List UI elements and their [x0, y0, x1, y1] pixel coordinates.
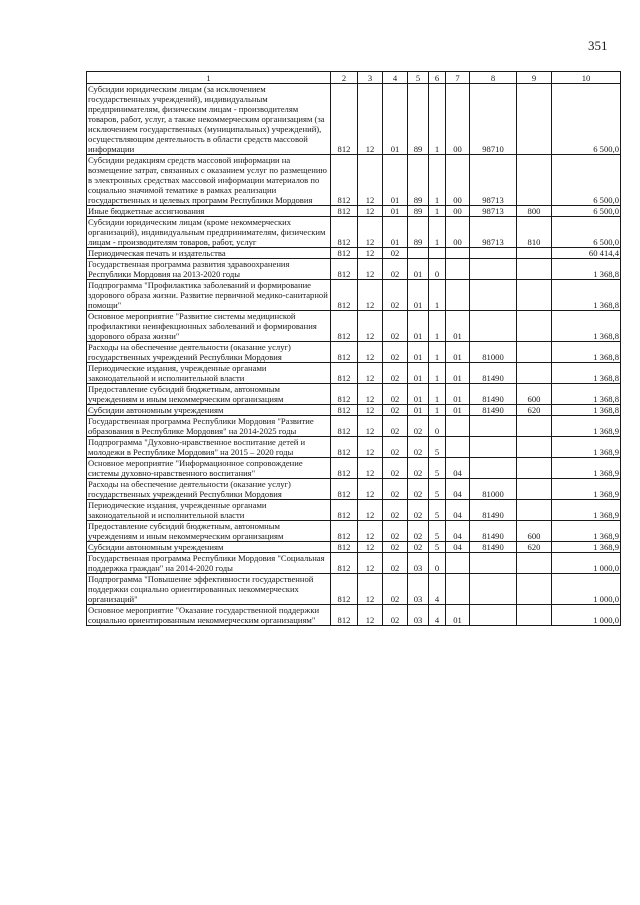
- cell-subprogram: 1: [429, 206, 446, 217]
- cell-main-activity: 04: [446, 542, 470, 553]
- cell-ministry-code: 812: [331, 500, 358, 521]
- table-row: [87, 416, 621, 437]
- cell-name: Расходы на обеспечение деятельности (оказание услуг) государственных учреждений Республики Мордовия: [87, 342, 331, 363]
- cell-program: 02: [408, 479, 429, 500]
- cell-subsection: 02: [383, 542, 408, 553]
- table-row: [87, 280, 621, 311]
- cell-program: 02: [408, 542, 429, 553]
- cell-subsection: 01: [383, 206, 408, 217]
- cell-ministry-code: 812: [331, 416, 358, 437]
- cell-name: Предоставление субсидий бюджетным, автономным учреждениям и иным некоммерческим организациям: [87, 521, 331, 542]
- table-row: [87, 311, 621, 342]
- cell-expense-type: [517, 342, 552, 363]
- cell-main-activity: 00: [446, 155, 470, 206]
- cell-program: 89: [408, 217, 429, 248]
- cell-subprogram: 1: [429, 84, 446, 155]
- budget-table: [86, 71, 621, 626]
- cell-program: 02: [408, 416, 429, 437]
- table-row: [87, 574, 621, 605]
- cell-ministry-code: 812: [331, 342, 358, 363]
- cell-expense-type: [517, 155, 552, 206]
- cell-target-code: 98713: [470, 155, 517, 206]
- cell-subsection: 02: [383, 405, 408, 416]
- cell-subprogram: 1: [429, 363, 446, 384]
- cell-expense-type: [517, 363, 552, 384]
- cell-section: 12: [358, 342, 383, 363]
- cell-target-code: 98713: [470, 217, 517, 248]
- column-header-2: 2: [331, 72, 358, 84]
- cell-amount: 1 000,0: [552, 553, 621, 574]
- cell-target-code: 81490: [470, 363, 517, 384]
- table-row: [87, 217, 621, 248]
- cell-amount: 6 500,0: [552, 155, 621, 206]
- cell-section: 12: [358, 206, 383, 217]
- cell-name: Периодические издания, учрежденные органами законодательной и исполнительной власти: [87, 363, 331, 384]
- cell-ministry-code: 812: [331, 437, 358, 458]
- cell-expense-type: [517, 280, 552, 311]
- cell-subsection: 01: [383, 84, 408, 155]
- cell-name: Периодическая печать и издательства: [87, 248, 331, 259]
- table-header: [87, 72, 621, 84]
- table-row: [87, 605, 621, 626]
- cell-program: 01: [408, 342, 429, 363]
- column-header-9: 9: [517, 72, 552, 84]
- cell-main-activity: [446, 280, 470, 311]
- cell-ministry-code: 812: [331, 363, 358, 384]
- cell-amount: 1 368,9: [552, 479, 621, 500]
- cell-target-code: 81490: [470, 542, 517, 553]
- cell-program: 01: [408, 363, 429, 384]
- cell-name: Основное мероприятие "Оказание государственной поддержки социально ориентированным некоммерческим организациям": [87, 605, 331, 626]
- cell-amount: 1 368,8: [552, 311, 621, 342]
- cell-name: Основное мероприятие "Информационное сопровождение системы духовно-нравственного воспитания": [87, 458, 331, 479]
- cell-main-activity: 00: [446, 206, 470, 217]
- cell-target-code: 98713: [470, 206, 517, 217]
- cell-program: 02: [408, 500, 429, 521]
- cell-main-activity: 04: [446, 521, 470, 542]
- cell-ministry-code: 812: [331, 458, 358, 479]
- cell-program: 89: [408, 206, 429, 217]
- cell-section: 12: [358, 363, 383, 384]
- cell-section: 12: [358, 311, 383, 342]
- cell-section: 12: [358, 437, 383, 458]
- cell-ministry-code: 812: [331, 206, 358, 217]
- cell-program: 89: [408, 155, 429, 206]
- cell-name: Субсидии автономным учреждениям: [87, 542, 331, 553]
- cell-subsection: 02: [383, 416, 408, 437]
- cell-program: 02: [408, 437, 429, 458]
- cell-subsection: 02: [383, 574, 408, 605]
- cell-section: 12: [358, 553, 383, 574]
- cell-name: Предоставление субсидий бюджетным, автономным учреждениям и иным некоммерческим организациям: [87, 384, 331, 405]
- cell-name: Государственная программа развития здравоохранения Республики Мордовия на 2013-2020 годы: [87, 259, 331, 280]
- cell-name: Субсидии редакциям средств массовой информации на возмещение затрат, связанных с оказанием услуг по размещению в электронных средствах массовой информации материалов по социально значимой тематике в рамках реализации государственных и целевых программ Республики Мордовия: [87, 155, 331, 206]
- cell-ministry-code: 812: [331, 405, 358, 416]
- cell-main-activity: 04: [446, 458, 470, 479]
- cell-expense-type: 600: [517, 521, 552, 542]
- cell-subsection: 02: [383, 259, 408, 280]
- cell-subsection: 02: [383, 384, 408, 405]
- cell-target-code: [470, 574, 517, 605]
- cell-section: 12: [358, 384, 383, 405]
- table-row: [87, 458, 621, 479]
- column-header-5: 5: [408, 72, 429, 84]
- table-row: [87, 521, 621, 542]
- cell-ministry-code: 812: [331, 280, 358, 311]
- cell-subsection: 02: [383, 521, 408, 542]
- cell-subprogram: 5: [429, 500, 446, 521]
- table-row: [87, 84, 621, 155]
- cell-amount: 1 368,9: [552, 542, 621, 553]
- cell-target-code: 81490: [470, 500, 517, 521]
- cell-name: Подпрограмма "Повышение эффективности государственной поддержки социально ориентированных некоммерческих организаций": [87, 574, 331, 605]
- cell-section: 12: [358, 500, 383, 521]
- cell-program: 02: [408, 521, 429, 542]
- cell-program: 01: [408, 405, 429, 416]
- cell-amount: 6 500,0: [552, 217, 621, 248]
- cell-target-code: 81000: [470, 479, 517, 500]
- page-number: 351: [588, 38, 608, 53]
- cell-main-activity: 01: [446, 311, 470, 342]
- cell-expense-type: [517, 458, 552, 479]
- column-header-8: 8: [470, 72, 517, 84]
- cell-ministry-code: 812: [331, 574, 358, 605]
- cell-amount: 1 368,8: [552, 384, 621, 405]
- table-body: [87, 84, 621, 626]
- cell-subsection: 02: [383, 363, 408, 384]
- cell-subprogram: 5: [429, 542, 446, 553]
- cell-name: Периодические издания, учрежденные органами законодательной и исполнительной власти: [87, 500, 331, 521]
- cell-subprogram: 0: [429, 553, 446, 574]
- cell-ministry-code: 812: [331, 84, 358, 155]
- cell-subsection: 02: [383, 342, 408, 363]
- table-row: [87, 259, 621, 280]
- cell-target-code: 81000: [470, 342, 517, 363]
- cell-main-activity: [446, 553, 470, 574]
- cell-main-activity: 01: [446, 605, 470, 626]
- cell-program: 01: [408, 259, 429, 280]
- cell-amount: 1 368,9: [552, 500, 621, 521]
- cell-ministry-code: 812: [331, 542, 358, 553]
- cell-section: 12: [358, 416, 383, 437]
- cell-subprogram: 5: [429, 479, 446, 500]
- cell-target-code: 81490: [470, 521, 517, 542]
- table-row: [87, 479, 621, 500]
- cell-section: 12: [358, 479, 383, 500]
- cell-target-code: 98710: [470, 84, 517, 155]
- column-header-10: 10: [552, 72, 621, 84]
- cell-subsection: 02: [383, 437, 408, 458]
- cell-ministry-code: 812: [331, 248, 358, 259]
- cell-target-code: [470, 437, 517, 458]
- cell-expense-type: [517, 500, 552, 521]
- column-header-1: 1: [87, 72, 331, 84]
- column-header-6: 6: [429, 72, 446, 84]
- table-row: [87, 553, 621, 574]
- cell-subprogram: [429, 248, 446, 259]
- column-header-3: 3: [358, 72, 383, 84]
- cell-ministry-code: 812: [331, 384, 358, 405]
- cell-section: 12: [358, 521, 383, 542]
- cell-section: 12: [358, 605, 383, 626]
- cell-expense-type: 810: [517, 217, 552, 248]
- cell-subsection: 01: [383, 217, 408, 248]
- table-row: [87, 155, 621, 206]
- cell-section: 12: [358, 248, 383, 259]
- cell-amount: 1 368,9: [552, 521, 621, 542]
- cell-subprogram: 1: [429, 405, 446, 416]
- cell-ministry-code: 812: [331, 521, 358, 542]
- cell-name: Подпрограмма "Профилактика заболеваний и формирование здорового образа жизни. Развитие первичной медико-санитарной помощи": [87, 280, 331, 311]
- cell-main-activity: 04: [446, 500, 470, 521]
- cell-expense-type: [517, 248, 552, 259]
- cell-main-activity: 01: [446, 342, 470, 363]
- cell-amount: 1 368,8: [552, 342, 621, 363]
- cell-target-code: [470, 248, 517, 259]
- table-row: [87, 405, 621, 416]
- cell-expense-type: [517, 311, 552, 342]
- cell-amount: 1 368,8: [552, 280, 621, 311]
- cell-name: Государственная программа Республики Мордовия "Социальная поддержка граждан" на 2014-2020 годы: [87, 553, 331, 574]
- cell-expense-type: [517, 479, 552, 500]
- cell-ministry-code: 812: [331, 605, 358, 626]
- cell-name: Иные бюджетные ассигнования: [87, 206, 331, 217]
- cell-name: Государственная программа Республики Мордовия "Развитие образования в Республике Мордовия" на 2014-2025 годы: [87, 416, 331, 437]
- cell-subsection: 02: [383, 479, 408, 500]
- header-row: [87, 72, 621, 84]
- cell-subsection: 02: [383, 280, 408, 311]
- table-row: [87, 437, 621, 458]
- cell-target-code: [470, 259, 517, 280]
- cell-main-activity: [446, 437, 470, 458]
- cell-program: 01: [408, 311, 429, 342]
- cell-subprogram: 5: [429, 521, 446, 542]
- cell-ministry-code: 812: [331, 155, 358, 206]
- cell-amount: 1 000,0: [552, 605, 621, 626]
- cell-target-code: [470, 311, 517, 342]
- cell-program: 02: [408, 458, 429, 479]
- cell-program: 03: [408, 605, 429, 626]
- table-row: [87, 363, 621, 384]
- cell-target-code: [470, 553, 517, 574]
- cell-subprogram: 1: [429, 311, 446, 342]
- table-row: [87, 384, 621, 405]
- cell-subprogram: 4: [429, 605, 446, 626]
- cell-section: 12: [358, 217, 383, 248]
- cell-expense-type: [517, 553, 552, 574]
- cell-expense-type: 620: [517, 405, 552, 416]
- cell-ministry-code: 812: [331, 553, 358, 574]
- table-row: [87, 342, 621, 363]
- column-header-4: 4: [383, 72, 408, 84]
- cell-subprogram: 1: [429, 342, 446, 363]
- cell-subprogram: 0: [429, 416, 446, 437]
- cell-expense-type: [517, 84, 552, 155]
- cell-program: 03: [408, 553, 429, 574]
- cell-section: 12: [358, 84, 383, 155]
- cell-name: Субсидии юридическим лицам (за исключением государственных учреждений), индивидуальным предпринимателям, физическим лицам - производителям товаров, работ, услуг, а также некоммерческим организациям (за исключением государственных (муниципальных) учреждений), осуществляющим деятельность в области средств массовой информации: [87, 84, 331, 155]
- cell-main-activity: 00: [446, 84, 470, 155]
- cell-main-activity: 01: [446, 384, 470, 405]
- cell-main-activity: 04: [446, 479, 470, 500]
- cell-section: 12: [358, 259, 383, 280]
- cell-section: 12: [358, 542, 383, 553]
- cell-program: 89: [408, 84, 429, 155]
- cell-main-activity: [446, 248, 470, 259]
- table-row: [87, 500, 621, 521]
- cell-expense-type: 800: [517, 206, 552, 217]
- cell-program: 03: [408, 574, 429, 605]
- cell-target-code: [470, 416, 517, 437]
- cell-subprogram: 0: [429, 259, 446, 280]
- cell-ministry-code: 812: [331, 259, 358, 280]
- cell-ministry-code: 812: [331, 479, 358, 500]
- cell-subsection: 02: [383, 248, 408, 259]
- cell-amount: 1 368,8: [552, 259, 621, 280]
- cell-main-activity: 00: [446, 217, 470, 248]
- cell-target-code: [470, 605, 517, 626]
- cell-subprogram: 1: [429, 280, 446, 311]
- cell-target-code: [470, 280, 517, 311]
- cell-subprogram: 1: [429, 217, 446, 248]
- cell-subsection: 02: [383, 458, 408, 479]
- cell-target-code: 81490: [470, 384, 517, 405]
- cell-expense-type: 600: [517, 384, 552, 405]
- cell-name: Основное мероприятие "Развитие системы медицинской профилактики неинфекционных заболеваний и формирования здорового образа жизни": [87, 311, 331, 342]
- cell-amount: 1 368,9: [552, 437, 621, 458]
- cell-expense-type: [517, 605, 552, 626]
- table-row: [87, 206, 621, 217]
- table-row: [87, 542, 621, 553]
- table-row: [87, 248, 621, 259]
- cell-target-code: [470, 458, 517, 479]
- cell-main-activity: [446, 574, 470, 605]
- cell-section: 12: [358, 405, 383, 416]
- cell-main-activity: 01: [446, 363, 470, 384]
- cell-amount: 6 500,0: [552, 206, 621, 217]
- cell-target-code: 81490: [470, 405, 517, 416]
- cell-expense-type: [517, 574, 552, 605]
- cell-amount: 1 368,9: [552, 458, 621, 479]
- cell-subsection: 02: [383, 311, 408, 342]
- cell-subprogram: 1: [429, 384, 446, 405]
- cell-ministry-code: 812: [331, 217, 358, 248]
- cell-expense-type: [517, 259, 552, 280]
- cell-expense-type: [517, 416, 552, 437]
- cell-subsection: 02: [383, 553, 408, 574]
- cell-main-activity: 01: [446, 405, 470, 416]
- cell-subsection: 01: [383, 155, 408, 206]
- cell-program: 01: [408, 384, 429, 405]
- cell-name: Подпрограмма "Духовно-нравственное воспитание детей и молодежи в Республике Мордовия" на 2015 – 2020 годы: [87, 437, 331, 458]
- cell-subsection: 02: [383, 605, 408, 626]
- cell-ministry-code: 812: [331, 311, 358, 342]
- cell-main-activity: [446, 416, 470, 437]
- cell-program: [408, 248, 429, 259]
- cell-amount: 1 368,9: [552, 416, 621, 437]
- cell-section: 12: [358, 458, 383, 479]
- cell-expense-type: 620: [517, 542, 552, 553]
- cell-amount: 1 368,8: [552, 363, 621, 384]
- cell-program: 01: [408, 280, 429, 311]
- cell-main-activity: [446, 259, 470, 280]
- cell-expense-type: [517, 437, 552, 458]
- cell-section: 12: [358, 155, 383, 206]
- column-header-7: 7: [446, 72, 470, 84]
- cell-subprogram: 5: [429, 437, 446, 458]
- cell-amount: 1 368,8: [552, 405, 621, 416]
- cell-amount: 6 500,0: [552, 84, 621, 155]
- cell-subprogram: 1: [429, 155, 446, 206]
- cell-amount: 60 414,4: [552, 248, 621, 259]
- cell-subsection: 02: [383, 500, 408, 521]
- cell-section: 12: [358, 280, 383, 311]
- cell-section: 12: [358, 574, 383, 605]
- cell-name: Субсидии автономным учреждениям: [87, 405, 331, 416]
- cell-subprogram: 4: [429, 574, 446, 605]
- cell-amount: 1 000,0: [552, 574, 621, 605]
- cell-subprogram: 5: [429, 458, 446, 479]
- cell-name: Субсидии юридическим лицам (кроме некоммерческих организаций), индивидуальным предпринимателям, физическим лицам - производителям товаров, работ, услуг: [87, 217, 331, 248]
- cell-name: Расходы на обеспечение деятельности (оказание услуг) государственных учреждений Республики Мордовия: [87, 479, 331, 500]
